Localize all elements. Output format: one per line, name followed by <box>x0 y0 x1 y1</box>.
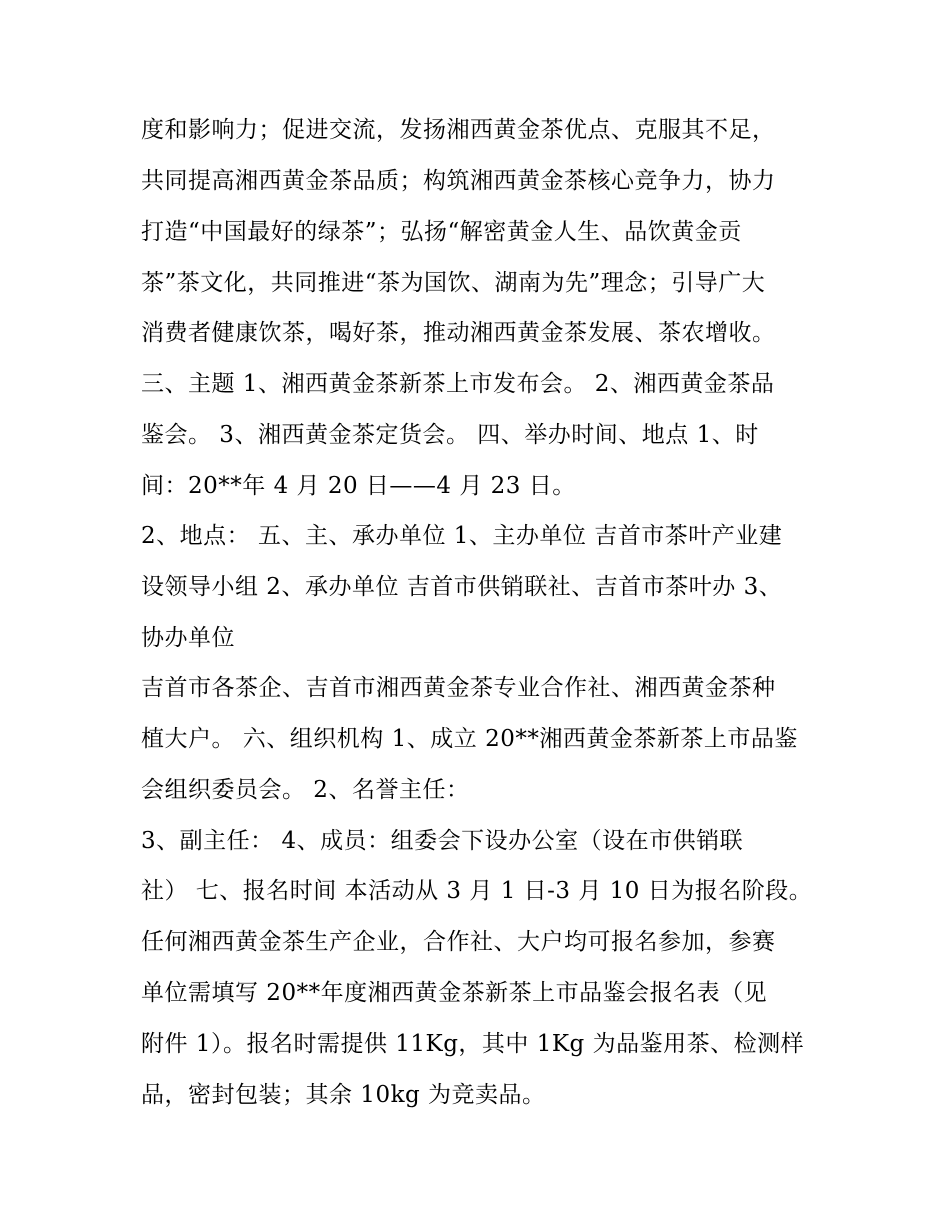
text-line: 共同提高湘西黄金茶品质；构筑湘西黄金茶核心竞争力，协力 <box>141 168 776 194</box>
text-line: 附件 1）。报名时需提供 11Kg，其中 1Kg 为品鉴用茶、检测样 <box>141 1031 805 1057</box>
text-line: 间：20**年 4 月 20 日——4 月 23 日。 <box>141 473 576 499</box>
text-line: 任何湘西黄金茶生产企业，合作社、大户均可报名参加，参赛 <box>141 929 776 955</box>
text-line: 消费者健康饮茶，喝好茶，推动湘西黄金茶发展、茶农增收。 <box>141 320 776 346</box>
text-line: 单位需填写 20**年度湘西黄金茶新茶上市品鉴会报名表（见 <box>141 980 768 1006</box>
text-line: 度和影响力；促进交流，发扬湘西黄金茶优点、克服其不足， <box>141 117 776 143</box>
text-line: 茶”茶文化，共同推进“茶为国饮、湖南为先”理念；引导广大 <box>141 270 766 296</box>
text-line: 吉首市各茶企、吉首市湘西黄金茶专业合作社、湘西黄金茶种 <box>141 675 776 701</box>
text-line: 品，密封包装；其余 10kg 为竞卖品。 <box>141 1082 546 1108</box>
text-line: 打造“中国最好的绿茶”；弘扬“解密黄金人生、品饮黄金贡 <box>141 219 742 245</box>
text-line: 2、地点： 五、主、承办单位 1、主办单位 吉首市茶叶产业建 <box>141 523 783 549</box>
text-line: 鉴会。 3、湘西黄金茶定货会。 四、举办时间、地点 1、时 <box>141 422 759 448</box>
text-line: 植大户。 六、组织机构 1、成立 20**湘西黄金茶新茶上市品鉴 <box>141 726 798 752</box>
text-line: 设领导小组 2、承办单位 吉首市供销联社、吉首市茶叶办 3、 <box>141 574 783 600</box>
text-line: 协办单位 <box>141 625 235 651</box>
text-line: 3、副主任： 4、成员：组委会下设办公室（设在市供销联 <box>141 828 744 854</box>
text-line: 三、主题 1、湘西黄金茶新茶上市发布会。 2、湘西黄金茶品 <box>141 371 775 397</box>
text-line: 会组织委员会。 2、名誉主任： <box>141 777 470 803</box>
text-line: 社） 七、报名时间 本活动从 3 月 1 日-3 月 10 日为报名阶段。 <box>141 878 813 904</box>
